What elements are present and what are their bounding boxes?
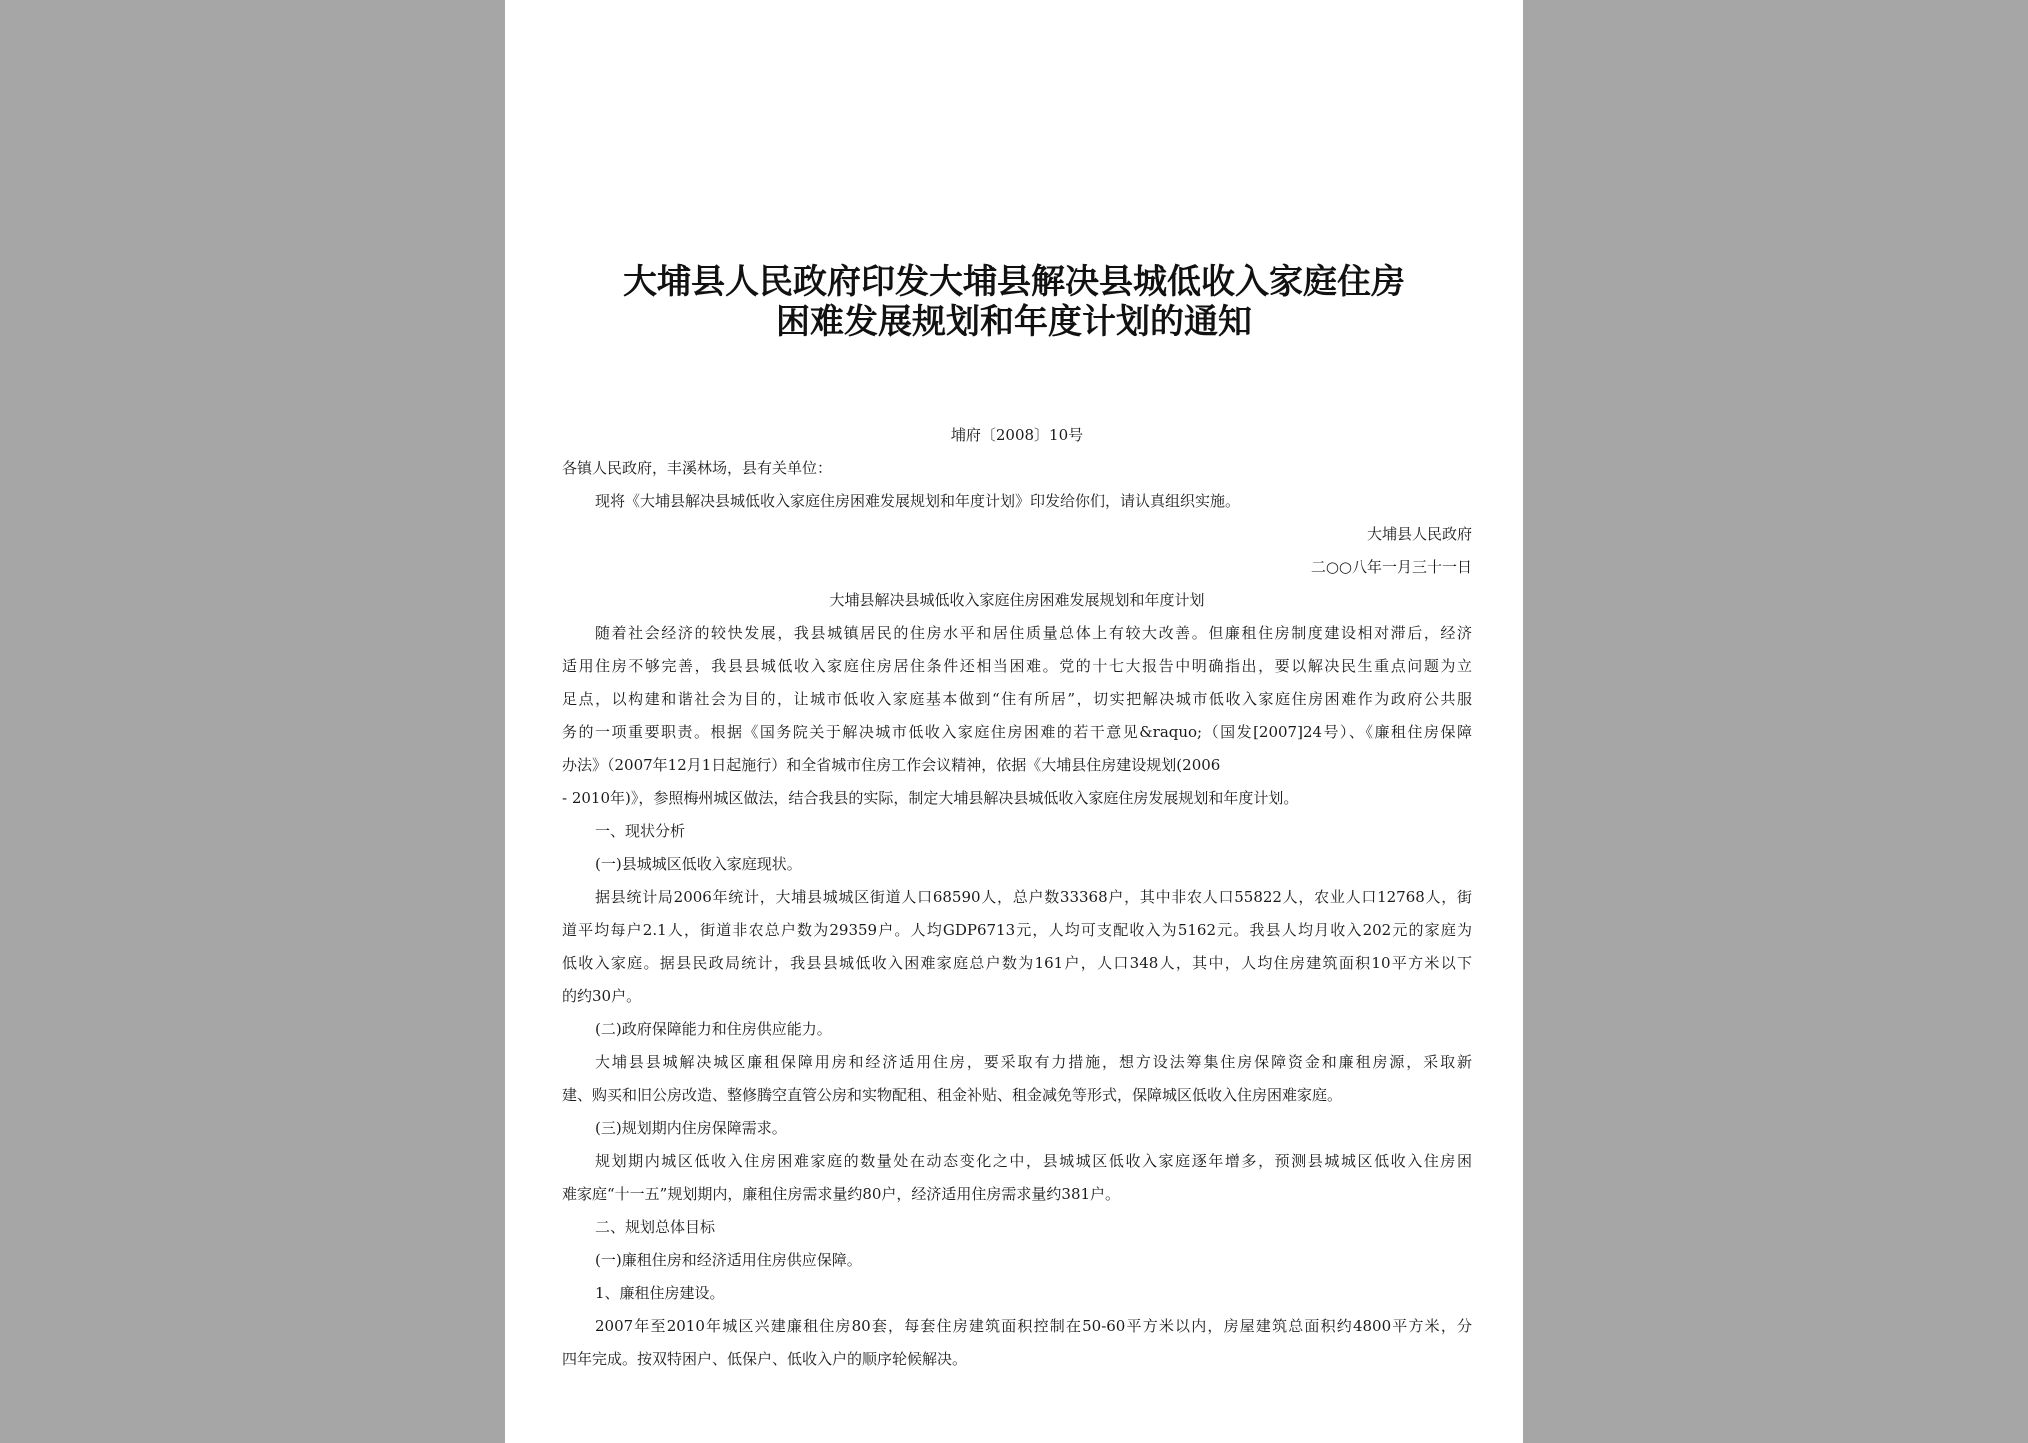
paragraph-line: 难家庭“十一五”规划期内，廉租住房需求量约80户，经济适用住房需求量约381户。 <box>562 1185 1121 1203</box>
document-body <box>562 419 1472 1376</box>
document-title <box>505 262 1523 342</box>
paragraph-line: 大埔县县城解决城区廉租保障用房和经济适用住房，要采取有力措施，想方设法筹集住房保障资金和廉租房源，采取新 <box>595 1053 1472 1071</box>
subsection-heading: (一)县城城区低收入家庭现状。 <box>595 855 802 873</box>
paragraph-line: 适用住房不够完善，我县县城低收入家庭住房居住条件还相当困难。党的十七大报告中明确指出，要以解决民生重点问题为立 <box>562 657 1472 675</box>
doc-number: 埔府〔2008〕10号 <box>950 426 1084 444</box>
paragraph-line: 务的一项重要职责。根据《国务院关于解决城市低收入家庭住房困难的若干意见&raquo;（国发[2007]24号）、《廉租住房保障 <box>562 723 1472 741</box>
section-heading: 二、规划总体目标 <box>595 1218 716 1236</box>
item-heading: 1、廉租住房建设。 <box>595 1284 725 1302</box>
paragraph-line: 随着社会经济的较快发展，我县城镇居民的住房水平和居住质量总体上有较大改善。但廉租住房制度建设相对滞后，经济 <box>595 624 1472 642</box>
subsection-heading: (二)政府保障能力和住房供应能力。 <box>595 1020 832 1038</box>
title-line-2: 困难发展规划和年度计划的通知 <box>776 302 1252 342</box>
title-line-1: 大埔县人民政府印发大埔县解决县城低收入家庭住房 <box>623 262 1405 302</box>
paragraph-line: 建、购买和旧公房改造、整修腾空直管公房和实物配租、租金补贴、租金减免等形式，保障城区低收入住房困难家庭。 <box>562 1086 1343 1104</box>
paragraph-line: 四年完成。按双特困户、低保户、低收入户的顺序轮候解决。 <box>562 1350 968 1368</box>
paragraph-line: - 2010年)》，参照梅州城区做法，结合我县的实际，制定大埔县解决县城低收入家庭住房发展规划和年度计划。 <box>562 789 1299 807</box>
notice-text: 现将《大埔县解决县城低收入家庭住房困难发展规划和年度计划》印发给你们，请认真组织实施。 <box>595 492 1241 510</box>
subsection-heading: (一)廉租住房和经济适用住房供应保障。 <box>595 1251 862 1269</box>
paragraph-line: 低收入家庭。据县民政局统计，我县县城低收入困难家庭总户数为161户，人口348人，其中，人均住房建筑面积10平方米以下 <box>562 954 1472 972</box>
paragraph-line: 道平均每户2.1人，街道非农总户数为29359户。人均GDP6713元，人均可支配收入为5162元。我县人均月收入202元的家庭为 <box>562 921 1472 939</box>
document-page <box>505 0 1523 1443</box>
paragraph-line: 规划期内城区低收入住房困难家庭的数量处在动态变化之中，县城城区低收入家庭逐年增多，预测县城城区低收入住房困 <box>595 1152 1472 1170</box>
paragraph-line: 2007年至2010年城区兴建廉租住房80套，每套住房建筑面积控制在50-60平方米以内，房屋建筑总面积约4800平方米，分 <box>595 1317 1472 1335</box>
addressee: 各镇人民政府，丰溪林场，县有关单位： <box>562 459 833 477</box>
paragraph-line: 据县统计局2006年统计，大埔县城城区街道人口68590人，总户数33368户，其中非农人口55822人，农业人口12768人，街 <box>595 888 1472 906</box>
subsection-heading: (三)规划期内住房保障需求。 <box>595 1119 787 1137</box>
paragraph-line: 办法》（2007年12月1日起施行）和全省城市住房工作会议精神，依据《大埔县住房建设规划(2006 <box>562 756 1221 774</box>
section-heading: 一、现状分析 <box>595 822 686 840</box>
signature-date: 二○○八年一月三十一日 <box>1310 558 1472 576</box>
plan-subtitle: 大埔县解决县城低收入家庭住房困难发展规划和年度计划 <box>829 591 1205 609</box>
paragraph-line: 的约30户。 <box>562 987 642 1005</box>
signature-org: 大埔县人民政府 <box>1366 525 1472 543</box>
paragraph-line: 足点，以构建和谐社会为目的，让城市低收入家庭基本做到“住有所居”，切实把解决城市低收入家庭住房困难作为政府公共服 <box>562 690 1472 708</box>
